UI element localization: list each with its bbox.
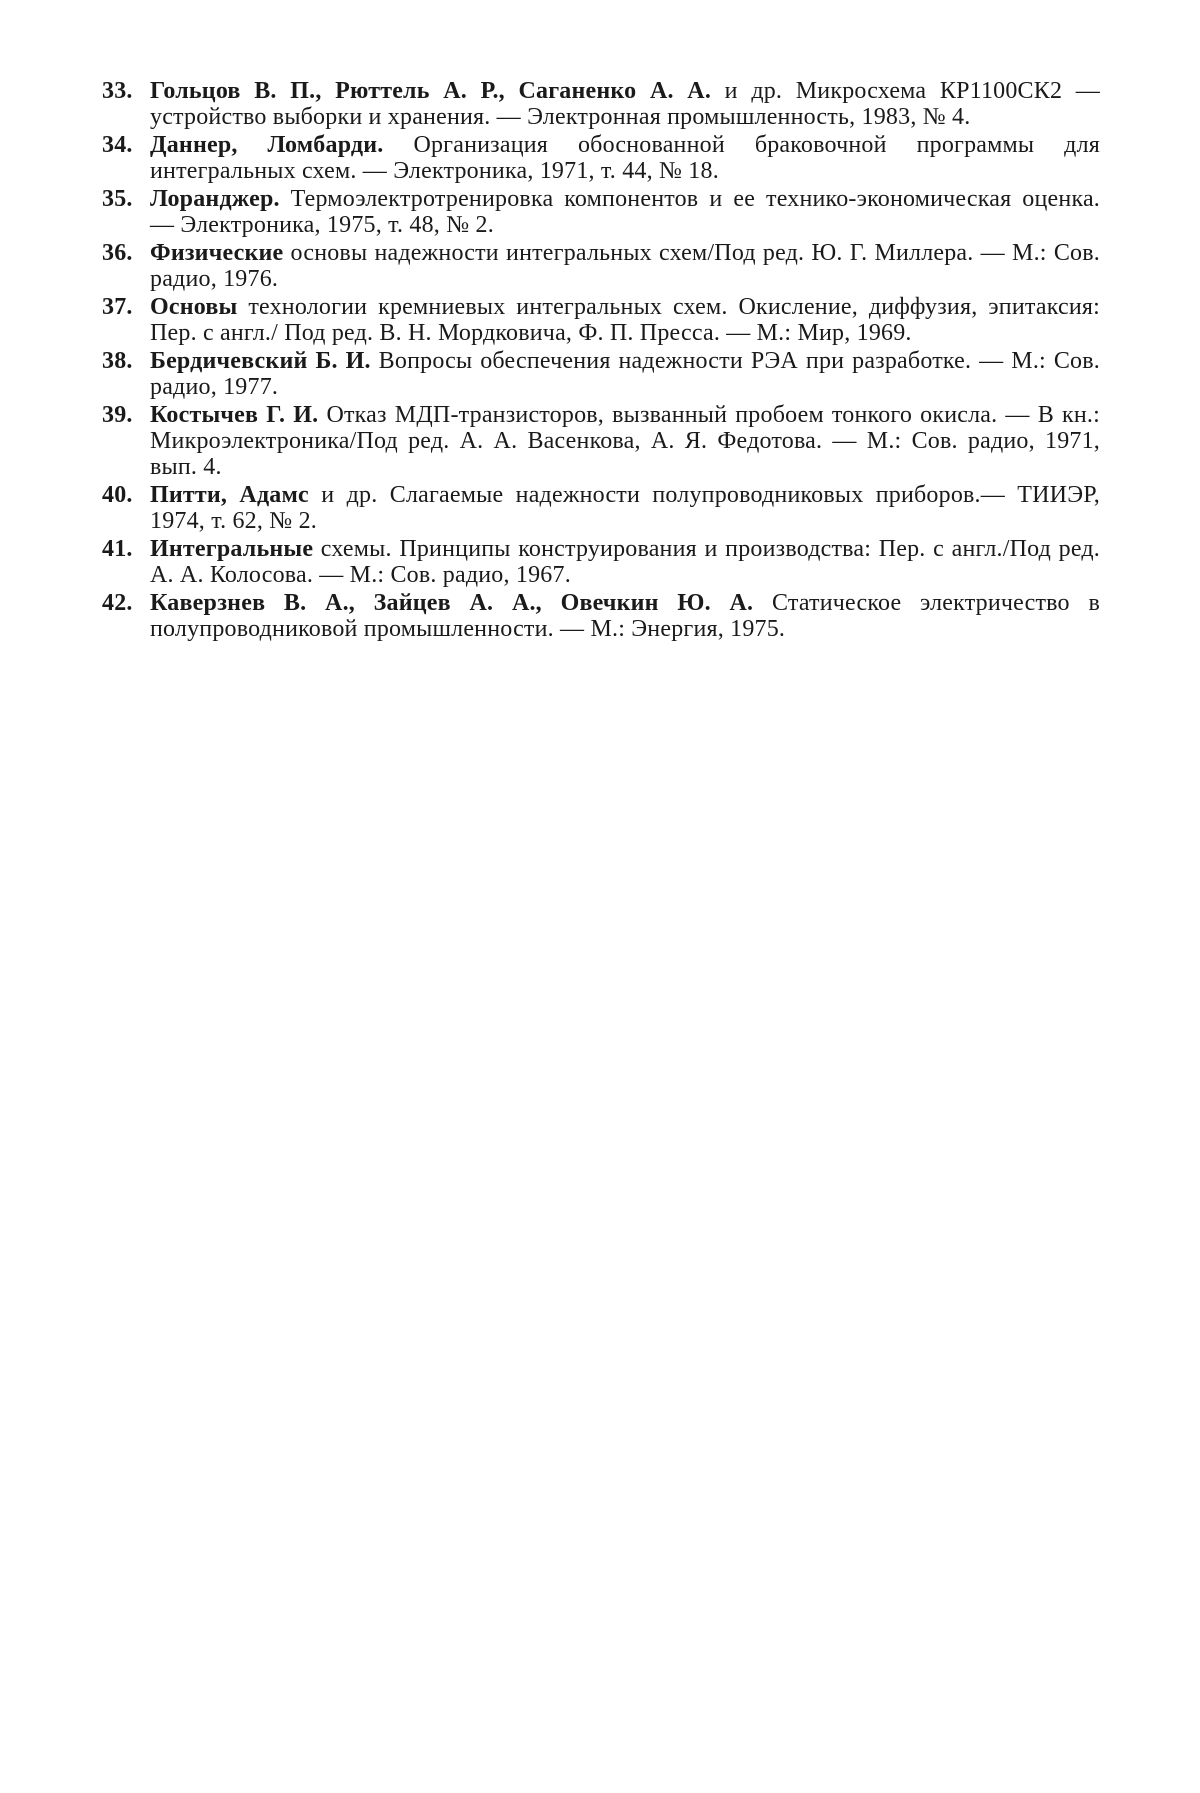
reference-item-40 [102, 482, 1100, 534]
reference-authors: Бердичевский Б. И. [150, 348, 371, 374]
reference-item-41 [102, 536, 1100, 588]
reference-number: 41. [102, 536, 133, 562]
reference-item-35 [102, 186, 1100, 238]
reference-item-36 [102, 240, 1100, 292]
reference-item-37 [102, 294, 1100, 346]
reference-text: и др. Микросхема КР1100СК2 — устройство выборки и хранения. — Электронная промышленность, 1983, № 4. [150, 78, 1100, 130]
reference-text: Статическое электричество в полупроводниковой промышленности. — М.: Энергия, 1975. [150, 590, 1100, 642]
reference-authors: Питти, Адамс [150, 482, 309, 508]
reference-authors: Основы [150, 294, 238, 320]
reference-number: 40. [102, 482, 133, 508]
reference-authors: Лоранджер. [150, 186, 280, 212]
reference-number: 38. [102, 348, 133, 374]
reference-item-42 [102, 590, 1100, 642]
reference-text: технологии кремниевых интегральных схем. Окисление, диффузия, эпитаксия: Пер. с англ./ Под ред. В. Н. Мордковича, Ф. П. Пресса. — М.: Мир, 1969. [150, 294, 1100, 346]
reference-authors: Физические [150, 240, 284, 266]
reference-number: 33. [102, 78, 133, 104]
reference-text: Организация обоснованной браковочной программы для интегральных схем. — Электроника, 1971, т. 44, № 18. [150, 132, 1100, 184]
reference-number: 39. [102, 402, 133, 428]
reference-item-34 [102, 132, 1100, 184]
reference-text: и др. Слагаемые надежности полупроводниковых приборов.— ТИИЭР, 1974, т. 62, № 2. [150, 482, 1101, 534]
reference-number: 37. [102, 294, 133, 320]
reference-item-33 [102, 78, 1100, 130]
reference-authors: Костычев Г. И. [150, 402, 319, 428]
reference-number: 34. [102, 132, 133, 158]
reference-text: основы надежности интегральных схем/Под ред. Ю. Г. Миллера. — М.: Сов. радио, 1976. [150, 240, 1100, 292]
reference-authors: Даннер, Ломбарди. [150, 132, 384, 158]
reference-number: 36. [102, 240, 133, 266]
reference-item-39 [102, 402, 1100, 480]
reference-authors: Интегральные [150, 536, 314, 562]
reference-text: Вопросы обеспечения надежности РЭА при разработке. — М.: Сов. радио, 1977. [150, 348, 1100, 400]
reference-text: схемы. Принципы конструирования и производства: Пер. с англ./Под ред. А. А. Колосова. — М.: Сов. радио, 1967. [150, 536, 1100, 588]
reference-authors: Гольцов В. П., Рюттель А. Р., Саганенко А. А. [150, 78, 712, 104]
reference-text: Отказ МДП-транзисторов, вызванный пробоем тонкого окисла. — В кн.: Микроэлектроника/Под ред. А. А. Васенкова, А. Я. Федотова. — М.: Сов. радио, 1971, вып. 4. [150, 402, 1100, 480]
reference-number: 35. [102, 186, 133, 212]
reference-text: Термоэлектротренировка компонентов и ее технико-экономическая оценка. — Электроника, 1975, т. 48, № 2. [150, 186, 1100, 238]
reference-item-38 [102, 348, 1100, 400]
reference-list [102, 78, 1100, 644]
reference-number: 42. [102, 590, 133, 616]
reference-authors: Каверзнев В. А., Зайцев А. А., Овечкин Ю. А. [150, 590, 754, 616]
